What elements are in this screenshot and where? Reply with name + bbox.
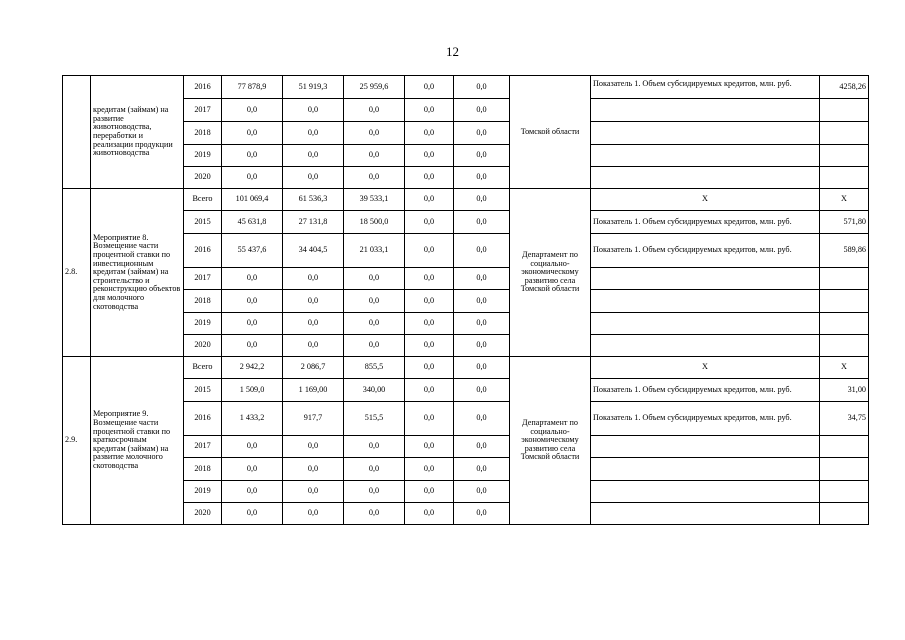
indicator-text: Показатель 1. Объем субсидируемых кредитов, млн. руб. [591, 76, 820, 99]
cell-total: 0,0 [222, 99, 283, 122]
cell-period: 2020 [184, 503, 222, 525]
cell-local: 0,0 [405, 357, 454, 379]
indicator-value [820, 167, 869, 189]
cell-other: 0,0 [454, 379, 510, 402]
cell-other: 0,0 [454, 481, 510, 503]
table-row [63, 290, 869, 313]
cell-local: 0,0 [405, 122, 454, 145]
activity-number: 2.8. [63, 189, 91, 357]
cell-total: 0,0 [222, 122, 283, 145]
cell-total: 0,0 [222, 481, 283, 503]
table-row [63, 122, 869, 145]
indicator-value: Х [820, 189, 869, 211]
cell-total: 0,0 [222, 268, 283, 290]
cell-federal: 2 086,7 [283, 357, 344, 379]
cell-other: 0,0 [454, 458, 510, 481]
indicator-value [820, 458, 869, 481]
table-row [63, 234, 869, 268]
cell-federal: 0,0 [283, 335, 344, 357]
cell-local: 0,0 [405, 99, 454, 122]
indicator-value [820, 503, 869, 525]
activity-number [63, 76, 91, 189]
cell-regional: 0,0 [344, 503, 405, 525]
indicator-text: Показатель 1. Объем субсидируемых кредитов, млн. руб. [591, 379, 820, 402]
indicator-value [820, 481, 869, 503]
table-row [63, 458, 869, 481]
indicator-text [591, 481, 820, 503]
indicator-text [591, 503, 820, 525]
cell-regional: 855,5 [344, 357, 405, 379]
indicator-value [820, 99, 869, 122]
cell-other: 0,0 [454, 189, 510, 211]
cell-local: 0,0 [405, 379, 454, 402]
cell-federal: 917,7 [283, 402, 344, 436]
cell-period: 2016 [184, 234, 222, 268]
table-row [63, 189, 869, 211]
indicator-text: Показатель 1. Объем субсидируемых кредитов, млн. руб. [591, 402, 820, 436]
cell-total: 2 942,2 [222, 357, 283, 379]
indicator-text [591, 122, 820, 145]
cell-total: 1 433,2 [222, 402, 283, 436]
executor: Департамент по социально-экономическому развитию села Томской области [510, 357, 591, 525]
table-row [63, 99, 869, 122]
cell-period: 2020 [184, 335, 222, 357]
activity-number: 2.9. [63, 357, 91, 525]
cell-other: 0,0 [454, 145, 510, 167]
cell-federal: 0,0 [283, 167, 344, 189]
cell-other: 0,0 [454, 503, 510, 525]
cell-other: 0,0 [454, 167, 510, 189]
cell-other: 0,0 [454, 290, 510, 313]
indicator-text [591, 458, 820, 481]
indicator-text [591, 268, 820, 290]
table-row [63, 167, 869, 189]
cell-federal: 0,0 [283, 458, 344, 481]
indicator-text [591, 290, 820, 313]
cell-period: 2017 [184, 268, 222, 290]
cell-regional: 0,0 [344, 313, 405, 335]
cell-local: 0,0 [405, 268, 454, 290]
cell-other: 0,0 [454, 436, 510, 458]
cell-regional: 0,0 [344, 290, 405, 313]
table-row [63, 268, 869, 290]
cell-regional: 18 500,0 [344, 211, 405, 234]
cell-total: 0,0 [222, 290, 283, 313]
cell-total: 45 631,8 [222, 211, 283, 234]
cell-local: 0,0 [405, 313, 454, 335]
cell-federal: 0,0 [283, 99, 344, 122]
cell-regional: 0,0 [344, 458, 405, 481]
indicator-value [820, 290, 869, 313]
cell-other: 0,0 [454, 99, 510, 122]
cell-total: 0,0 [222, 313, 283, 335]
indicator-value: 31,00 [820, 379, 869, 402]
indicator-text: Х [591, 189, 820, 211]
indicator-value [820, 436, 869, 458]
indicator-text [591, 313, 820, 335]
cell-other: 0,0 [454, 357, 510, 379]
cell-period: 2018 [184, 122, 222, 145]
indicator-value [820, 122, 869, 145]
cell-period: 2019 [184, 481, 222, 503]
table-row [63, 76, 869, 99]
cell-federal: 1 169,00 [283, 379, 344, 402]
cell-local: 0,0 [405, 481, 454, 503]
cell-total: 0,0 [222, 503, 283, 525]
executor: Департамент по социально-экономическому развитию села Томской области [510, 189, 591, 357]
cell-other: 0,0 [454, 234, 510, 268]
cell-federal: 0,0 [283, 436, 344, 458]
cell-federal: 34 404,5 [283, 234, 344, 268]
cell-total: 55 437,6 [222, 234, 283, 268]
indicator-text [591, 335, 820, 357]
cell-total: 0,0 [222, 458, 283, 481]
table-row [63, 436, 869, 458]
cell-period: 2019 [184, 145, 222, 167]
executor: Томской области [510, 76, 591, 189]
cell-total: 0,0 [222, 145, 283, 167]
indicator-value: 4258,26 [820, 76, 869, 99]
cell-other: 0,0 [454, 211, 510, 234]
table-body [63, 76, 869, 525]
activity-name: Мероприятие 9. Возмещение части процентной ставки по краткосрочным кредитам (займам) на развитие молочного скотоводства [91, 357, 184, 525]
cell-period: 2020 [184, 167, 222, 189]
cell-period: 2015 [184, 211, 222, 234]
cell-period: 2016 [184, 76, 222, 99]
cell-local: 0,0 [405, 145, 454, 167]
cell-local: 0,0 [405, 290, 454, 313]
cell-regional: 340,00 [344, 379, 405, 402]
cell-regional: 0,0 [344, 99, 405, 122]
cell-other: 0,0 [454, 402, 510, 436]
cell-period: 2016 [184, 402, 222, 436]
table-row [63, 335, 869, 357]
cell-total: 0,0 [222, 335, 283, 357]
cell-local: 0,0 [405, 234, 454, 268]
cell-other: 0,0 [454, 76, 510, 99]
cell-local: 0,0 [405, 211, 454, 234]
cell-federal: 0,0 [283, 313, 344, 335]
cell-period: 2018 [184, 458, 222, 481]
cell-local: 0,0 [405, 436, 454, 458]
indicator-value: 34,75 [820, 402, 869, 436]
cell-regional: 0,0 [344, 167, 405, 189]
cell-local: 0,0 [405, 189, 454, 211]
cell-period: 2018 [184, 290, 222, 313]
indicator-text [591, 145, 820, 167]
indicator-text: Показатель 1. Объем субсидируемых кредитов, млн. руб. [591, 234, 820, 268]
cell-federal: 0,0 [283, 122, 344, 145]
cell-regional: 0,0 [344, 268, 405, 290]
cell-other: 0,0 [454, 268, 510, 290]
cell-federal: 0,0 [283, 268, 344, 290]
indicator-value [820, 268, 869, 290]
indicator-text [591, 99, 820, 122]
cell-period: 2017 [184, 99, 222, 122]
page-number: 12 [446, 44, 459, 59]
cell-local: 0,0 [405, 167, 454, 189]
table-row [63, 145, 869, 167]
cell-federal: 51 919,3 [283, 76, 344, 99]
table-row [63, 211, 869, 234]
cell-total: 0,0 [222, 436, 283, 458]
table-row [63, 313, 869, 335]
cell-regional: 0,0 [344, 436, 405, 458]
table-row [63, 503, 869, 525]
cell-local: 0,0 [405, 503, 454, 525]
cell-regional: 0,0 [344, 122, 405, 145]
cell-federal: 61 536,3 [283, 189, 344, 211]
cell-local: 0,0 [405, 335, 454, 357]
cell-regional: 0,0 [344, 481, 405, 503]
cell-period: Всего [184, 357, 222, 379]
cell-total: 1 509,0 [222, 379, 283, 402]
cell-total: 0,0 [222, 167, 283, 189]
cell-regional: 515,5 [344, 402, 405, 436]
indicator-value: Х [820, 357, 869, 379]
cell-federal: 0,0 [283, 503, 344, 525]
table-row [63, 357, 869, 379]
cell-other: 0,0 [454, 122, 510, 145]
program-table [62, 75, 869, 525]
cell-federal: 0,0 [283, 290, 344, 313]
indicator-value: 571,80 [820, 211, 869, 234]
indicator-text [591, 167, 820, 189]
cell-regional: 25 959,6 [344, 76, 405, 99]
table-row [63, 481, 869, 503]
cell-regional: 21 033,1 [344, 234, 405, 268]
cell-regional: 0,0 [344, 145, 405, 167]
cell-regional: 39 533,1 [344, 189, 405, 211]
indicator-text [591, 436, 820, 458]
cell-period: 2019 [184, 313, 222, 335]
cell-other: 0,0 [454, 335, 510, 357]
indicator-text: Х [591, 357, 820, 379]
cell-local: 0,0 [405, 76, 454, 99]
cell-period: Всего [184, 189, 222, 211]
indicator-value [820, 313, 869, 335]
cell-local: 0,0 [405, 458, 454, 481]
cell-federal: 0,0 [283, 481, 344, 503]
cell-period: 2015 [184, 379, 222, 402]
cell-total: 101 069,4 [222, 189, 283, 211]
cell-federal: 0,0 [283, 145, 344, 167]
table-row [63, 402, 869, 436]
cell-local: 0,0 [405, 402, 454, 436]
cell-other: 0,0 [454, 313, 510, 335]
cell-regional: 0,0 [344, 335, 405, 357]
activity-name: Мероприятие 8. Возмещение части процентной ставки по инвестиционным кредитам (займам) на строительство и реконструкцию объектов для молочного скотоводства [91, 189, 184, 357]
indicator-value [820, 335, 869, 357]
cell-total: 77 878,9 [222, 76, 283, 99]
indicator-value [820, 145, 869, 167]
indicator-text: Показатель 1. Объем субсидируемых кредитов, млн. руб. [591, 211, 820, 234]
cell-period: 2017 [184, 436, 222, 458]
indicator-value: 589,86 [820, 234, 869, 268]
cell-federal: 27 131,8 [283, 211, 344, 234]
table-row [63, 379, 869, 402]
activity-name: кредитам (займам) на развитие животноводства, переработки и реализации продукции животноводства [91, 76, 184, 189]
